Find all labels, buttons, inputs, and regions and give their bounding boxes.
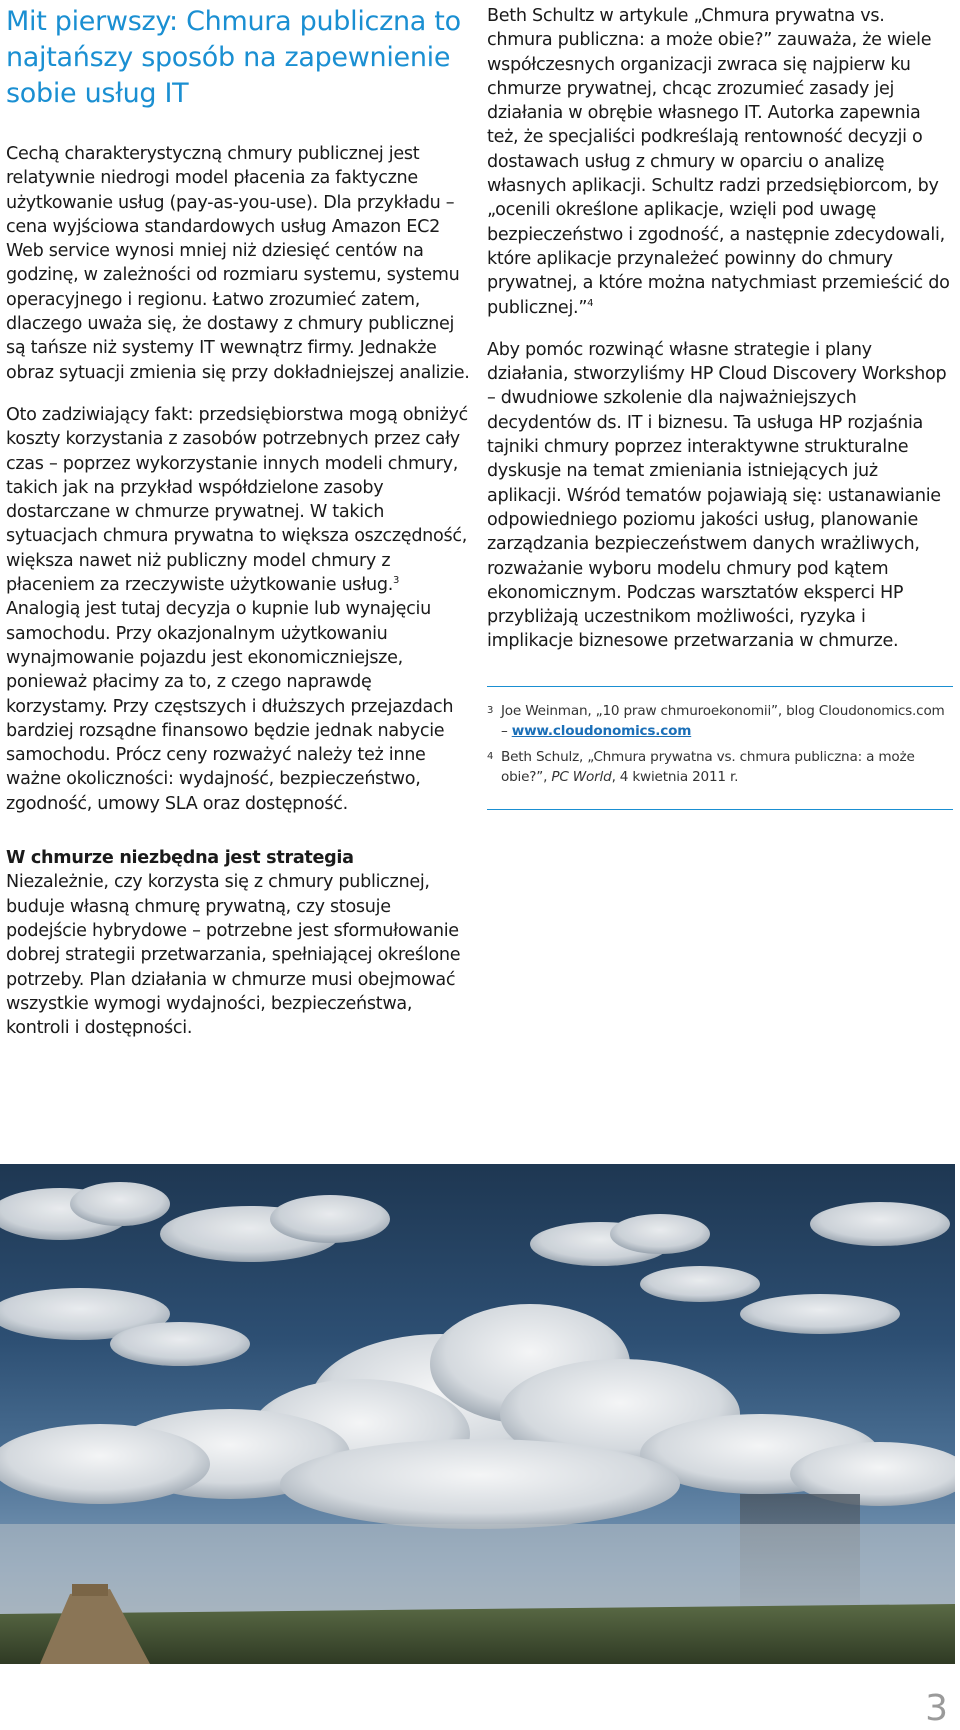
footnote-text <box>501 701 945 741</box>
paragraph-strategy <box>6 846 470 1040</box>
paragraph-text: Niezależnie, czy korzysta się z chmury publicznej, buduje własną chmurę prywatną, czy stosuje podejście hybrydowe – potrzebne jest sformułowanie dobrej strategii przetwarzania, spełniającej określone potrzeby. Plan działania w chmurze musi obejmować wszystkie wymogi wydajności, bezpieczeństwa, kontroli i dostępności. <box>6 872 461 1039</box>
section-heading: W chmurze niezbędna jest strategia <box>6 848 354 869</box>
footnote-ref-3[interactable]: 3 <box>393 575 400 587</box>
left-column <box>6 4 470 1058</box>
right-column <box>487 4 953 810</box>
footnote-dash: – <box>501 722 512 739</box>
footnotes-block <box>487 686 953 810</box>
paragraph-intro: Cechą charakterystyczną chmury publicznej jest relatywnie niedrogi model płacenia za faktyczne użytkowanie usług (pay-as-you-use). Dla przykładu – cena wyjściowa standardowych usług Amazon EC2 Web service wynosi mniej niż dziesięć centów na godzinę, w zależności od rozmiaru systemu, systemu operacyjnego i regionu. Łatwo zrozumieć zatem, dlaczego uważa się, że dostawy z chmury publicznej są tańsze niż systemy IT wewnątrz firmy. Jednakże obraz sytuacji zmienia się przy dokładniejszej analizie. <box>6 144 470 383</box>
paragraph-schultz <box>487 4 953 320</box>
paragraph-workshop: Aby pomóc rozwinąć własne strategie i plany działania, stworzyliśmy HP Cloud Discovery Workshop – dwudniowe szkolenie dla najważniejszych decydentów ds. IT i biznesu. Ta usługa HP rozjaśnia tajniki chmury poprzez interaktywne strukturalne dyskusje na temat zmieniania istniejących już aplikacji. Wśród tematów pojawiają się: ustanawianie odpowiedniego poziomu jakości usług, planowanie zarządzania bezpieczeństwem danych wrażliwych, rozważanie wyboru modelu chmury pod kątem ekonomicznym. Podczas warsztatów eksperci HP przybliżają uczestnikom możliwości, ryzyka i implikacje biznesowe przetwarzania w chmurze. <box>487 339 947 652</box>
cloud-sky-photo <box>0 1164 955 1664</box>
paragraph-text-cont: Analogią jest tutaj decyzja o kupnie lub wynajęciu samochodu. Przy okazjonalnym użytkowaniu wynajmowanie pojazdu jest ekonomiczniejsze, ponieważ płacimy za to, z czego naprawdę korzystamy. Przy częstszych i dłuższych przejazdach bardziej rozsądne finansowo będzie jednak nabycie samochodu. Prócz ceny rozważyć należy też inne ważne okoliczności: wydajność, bezpieczeństwo, zgodność, umowy SLA oraz dostępność. <box>6 599 454 814</box>
paragraph-surprising-fact <box>6 403 470 816</box>
footnote-publication: PC World <box>551 768 612 785</box>
paragraph-text: Oto zadziwiający fakt: przedsiębiorstwa mogą obniżyć koszty korzystania z zasobów potrzebnych przez cały czas – poprzez wykorzystanie innych modeli chmury, takich jak na przykład współdzielone zasoby dostarczane w chmurze prywatnej. W takich sytuacjach chmura prywatna to większa oszczędność, większa nawet niż publiczny model chmury z płaceniem za rzeczywiste użytkowanie usług. <box>6 404 468 596</box>
cloudonomics-link[interactable]: www.cloudonomics.com <box>511 722 692 739</box>
article-title: Mit pierwszy: Chmura publiczna to najtańszy sposób na zapewnienie sobie usług IT <box>6 6 461 109</box>
footnote-text <box>501 747 953 787</box>
footnote-3 <box>487 701 953 741</box>
page-number: 3 <box>925 1688 948 1729</box>
footnote-number: 3 <box>487 704 494 716</box>
footnote-4 <box>487 747 953 787</box>
footnote-citation: Joe Weinman, „10 praw chmuroekonomii”, blog Cloudonomics.com <box>501 702 945 719</box>
footnote-date: , 4 kwietnia 2011 r. <box>611 768 739 785</box>
paragraph-text: Beth Schultz w artykule „Chmura prywatna vs. chmura publiczna: a może obie?” zauważa, że wiele współczesnych organizacji zwraca się najpierw ku chmurze prywatnej, chcąc zrozumieć zasady jej działania w obrębie własnego IT. Autorka zapewnia też, że specjaliści podkreślają rentowność decyzji o dostawach usług z chmury w oparciu o analizę własnych aplikacji. Schultz radzi przedsiębiorcom, by „ocenili określone aplikacje, wzięli pod uwagę bezpieczeństwo i zgodność, a następnie zdecydowali, które aplikacje przynależeć powinny do chmury prywatnej, a które można natychmiast przemieścić do publicznej.” <box>487 6 950 318</box>
footnote-ref-4[interactable]: 4 <box>587 297 594 309</box>
cloud-illustration <box>0 1164 955 1664</box>
footnote-number: 4 <box>487 750 494 762</box>
footnote-citation: Beth Schulz, „Chmura prywatna vs. chmura publiczna: a może obie?”, <box>501 748 915 785</box>
